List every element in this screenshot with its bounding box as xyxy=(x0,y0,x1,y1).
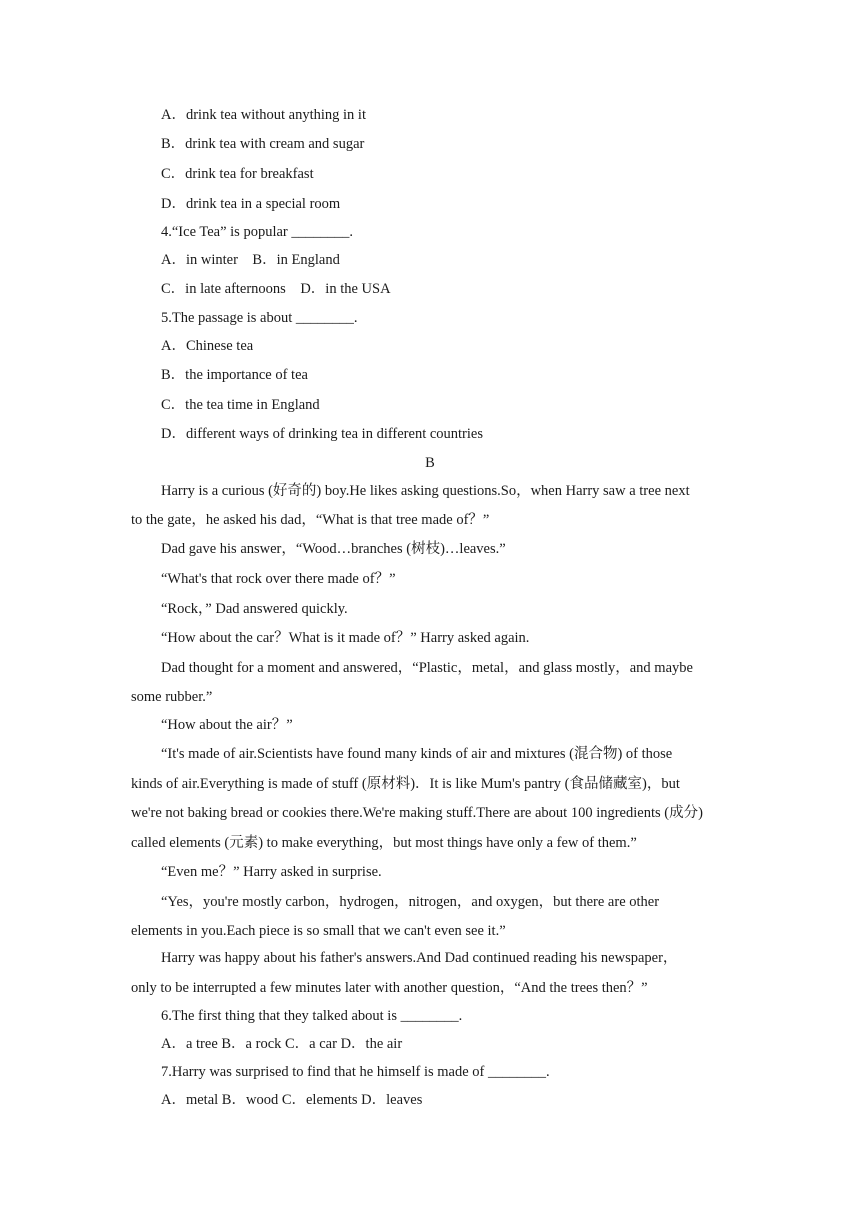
passage-line: “What's that rock over there made of？” xyxy=(161,571,396,587)
passage-line: “It's made of air.Scientists have found many kinds of air and mixtures (混合物) of those xyxy=(161,746,673,762)
passage-line: “Rock，” Dad answered quickly. xyxy=(161,601,348,617)
passage-line: Dad gave his answer，“Wood…branches (树枝)…leaves.” xyxy=(161,541,506,557)
passage-line: kinds of air.Everything is made of stuff (原材料)．It is like Mum's pantry (食品储藏室)，but xyxy=(131,776,680,792)
q5-option-d: D．different ways of drinking tea in different countries xyxy=(161,426,483,442)
passage-line: Harry is a curious (好奇的) boy.He likes asking questions.So，when Harry saw a tree next xyxy=(161,483,690,499)
q5-stem: 5.The passage is about ________. xyxy=(161,310,358,326)
passage-line: “Even me？” Harry asked in surprise. xyxy=(161,864,382,880)
q4-options-row1: A．in winter B．in England xyxy=(161,252,340,268)
passage-line: Harry was happy about his father's answers.And Dad continued reading his newspaper， xyxy=(161,950,678,966)
q5-option-b: B．the importance of tea xyxy=(161,367,308,383)
q3-option-d: D．drink tea in a special room xyxy=(161,196,341,212)
q6-options: A．a tree B．a rock C．a car D．the air xyxy=(161,1036,403,1052)
q4-stem: 4.“Ice Tea” is popular ________. xyxy=(161,224,353,240)
q3-option-b: B．drink tea with cream and sugar xyxy=(161,136,365,152)
section-heading: B xyxy=(425,455,435,471)
q7-options: A．metal B．wood C．elements D．leaves xyxy=(161,1092,423,1108)
passage-line: Dad thought for a moment and answered，“Plastic，metal，and glass mostly，and maybe xyxy=(161,660,693,676)
passage-line: some rubber.” xyxy=(131,689,213,705)
q5-option-a: A．Chinese tea xyxy=(161,338,254,354)
passage-line: to the gate，he asked his dad，“What is that tree made of？” xyxy=(131,512,490,528)
passage-line: “How about the car？What is it made of？” Harry asked again. xyxy=(161,630,530,646)
q5-option-c: C．the tea time in England xyxy=(161,397,320,413)
passage-line: “Yes，you're mostly carbon，hydrogen，nitrogen，and oxygen，but there are other xyxy=(161,894,660,910)
q7-stem: 7.Harry was surprised to find that he himself is made of ________. xyxy=(161,1064,550,1080)
passage-line: elements in you.Each piece is so small that we can't even see it.” xyxy=(131,923,506,939)
q3-option-a: A．drink tea without anything in it xyxy=(161,107,366,123)
passage-line: “How about the air？” xyxy=(161,717,293,733)
passage-line: we're not baking bread or cookies there.We're making stuff.There are about 100 ingredients (成分) xyxy=(131,805,703,821)
q3-option-c: C．drink tea for breakfast xyxy=(161,166,314,182)
q4-options-row2: C．in late afternoons D．in the USA xyxy=(161,281,391,297)
q6-stem: 6.The first thing that they talked about is ________. xyxy=(161,1008,463,1024)
passage-line: called elements (元素) to make everything，but most things have only a few of them.” xyxy=(131,835,637,851)
passage-line: only to be interrupted a few minutes later with another question，“And the trees then？” xyxy=(131,980,648,996)
